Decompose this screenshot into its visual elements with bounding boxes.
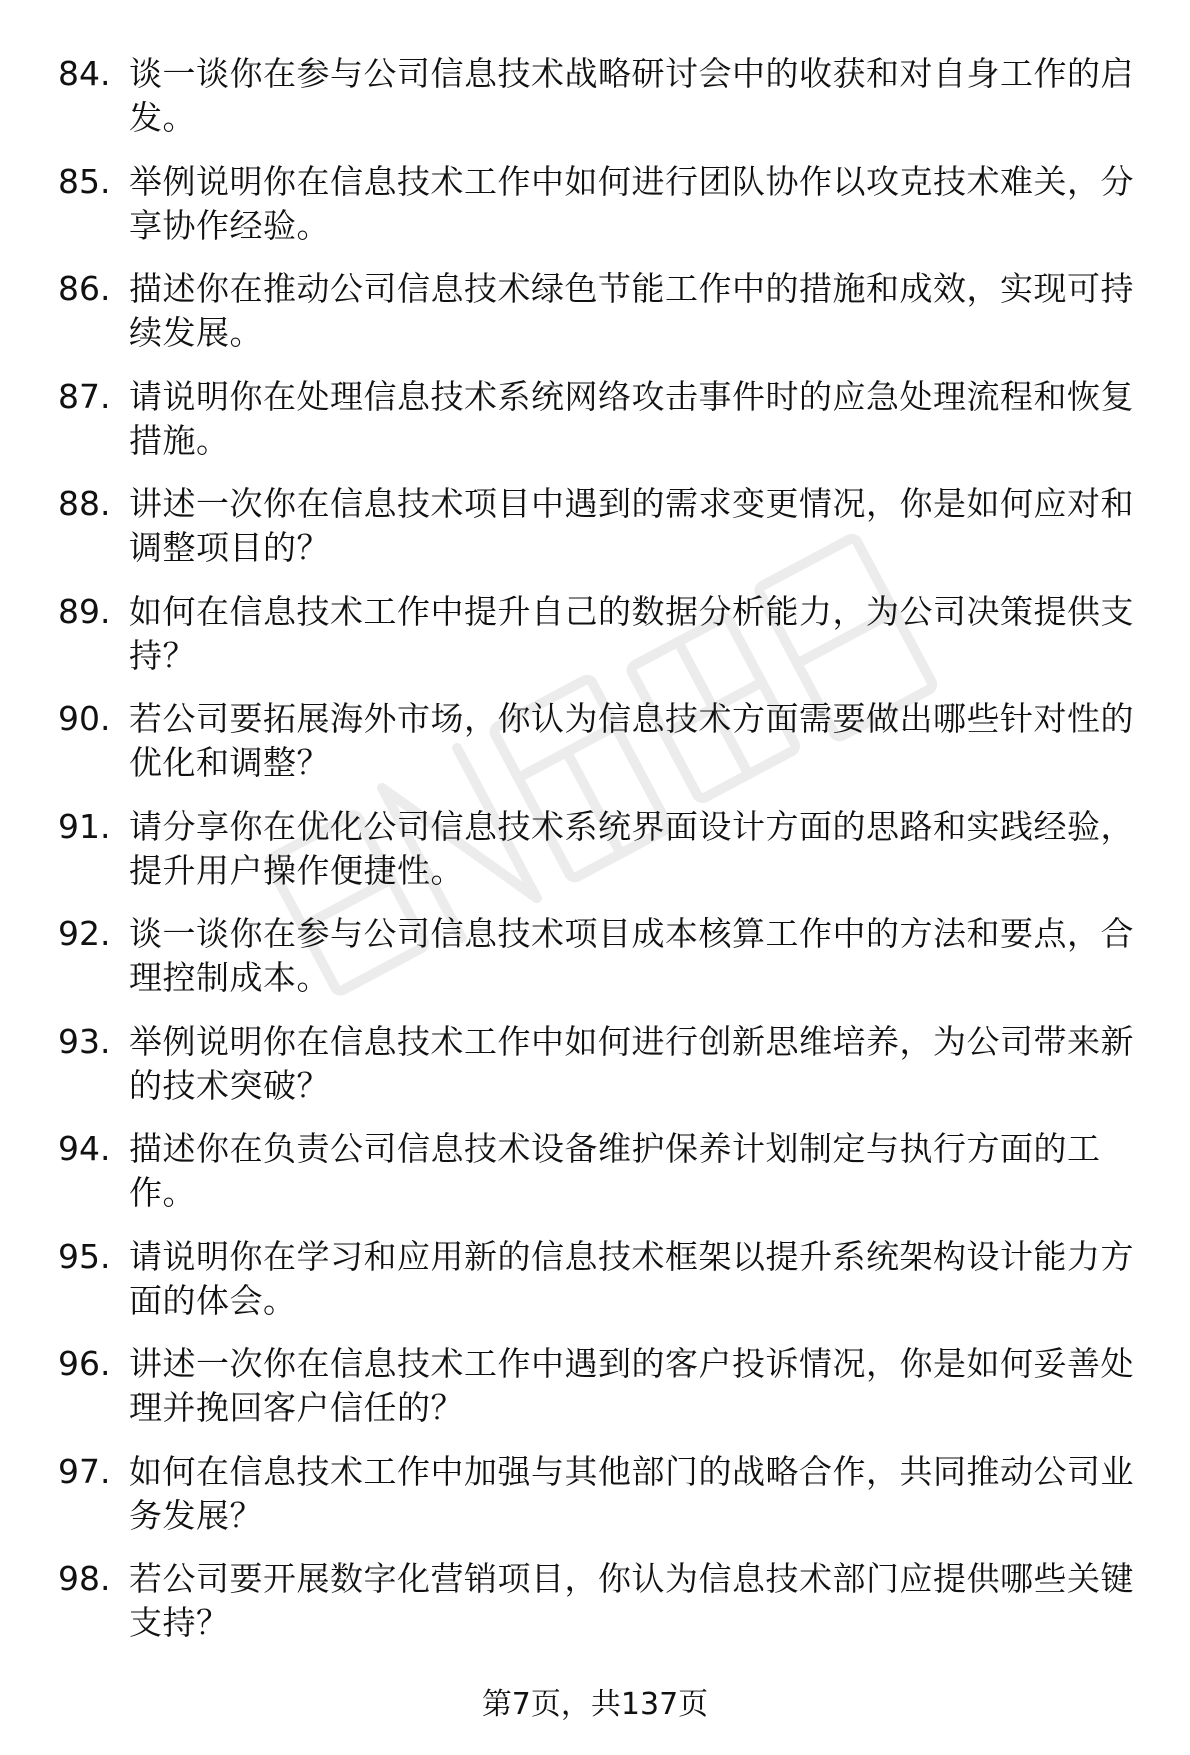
question-item [0,1020,1190,1128]
question-text: 如何在信息技术工作中加强与其他部门的战略合作，共同推动公司业务发展？ [129,1451,1134,1535]
question-number: 85. [58,161,111,201]
question-item [0,1450,1190,1558]
question-item [0,590,1190,698]
question-text: 讲述一次你在信息技术项目中遇到的需求变更情况，你是如何应对和调整项目的？ [129,484,1134,567]
question-number: 89. [58,591,111,631]
question-number: 84. [58,54,111,93]
question-item [0,912,1190,1020]
question-text: 举例说明你在信息技术工作中如何进行创新思维培养，为公司带来新的技术突破？ [129,1021,1134,1105]
question-number: 92. [58,914,111,953]
question-text: 若公司要开展数字化营销项目，你认为信息技术部门应提供哪些关键支持？ [129,1559,1134,1642]
question-text: 如何在信息技术工作中提升自己的数据分析能力，为公司决策提供支持？ [129,591,1134,675]
question-item [0,160,1190,268]
question-item [0,697,1190,805]
question-number: 95. [58,1236,111,1276]
page-number-label: 第7页，共137页 [481,1687,709,1722]
question-item [0,805,1190,913]
question-item [0,1127,1190,1235]
question-number: 98. [58,1559,111,1598]
question-text: 举例说明你在信息技术工作中如何进行团队协作以攻克技术难关，分享协作经验。 [129,161,1134,245]
question-item [0,1235,1190,1343]
question-number: 87. [58,376,111,416]
question-item [0,1342,1190,1450]
question-item [0,482,1190,590]
question-number: 86. [58,269,111,308]
question-text: 请说明你在处理信息技术系统网络攻击事件时的应急处理流程和恢复措施。 [129,376,1134,460]
question-item [0,375,1190,483]
page-footer [0,1685,1190,1725]
question-text: 请分享你在优化公司信息技术系统界面设计方面的思路和实践经验，提升用户操作便捷性。 [129,806,1134,890]
question-item [0,1557,1190,1665]
question-text: 讲述一次你在信息技术工作中遇到的客户投诉情况，你是如何妥善处理并挽回客户信任的？ [129,1344,1134,1427]
question-number: 97. [58,1451,111,1491]
question-number: 90. [58,699,111,738]
question-number: 96. [58,1344,111,1383]
question-item [0,52,1190,160]
question-number: 88. [58,484,111,523]
question-text: 若公司要拓展海外市场，你认为信息技术方面需要做出哪些针对性的优化和调整？ [129,699,1134,782]
question-text: 请说明你在学习和应用新的信息技术框架以提升系统架构设计能力方面的体会。 [129,1236,1134,1320]
question-text: 谈一谈你在参与公司信息技术项目成本核算工作中的方法和要点，合理控制成本。 [129,914,1134,997]
question-item [0,267,1190,375]
question-text: 谈一谈你在参与公司信息技术战略研讨会中的收获和对自身工作的启发。 [129,54,1134,137]
question-text: 描述你在负责公司信息技术设备维护保养计划制定与执行方面的工作。 [129,1129,1101,1212]
question-list [0,52,1190,1665]
question-number: 91. [58,806,111,846]
question-number: 94. [58,1129,111,1168]
question-text: 描述你在推动公司信息技术绿色节能工作中的措施和成效，实现可持续发展。 [129,269,1134,352]
question-number: 93. [58,1021,111,1061]
